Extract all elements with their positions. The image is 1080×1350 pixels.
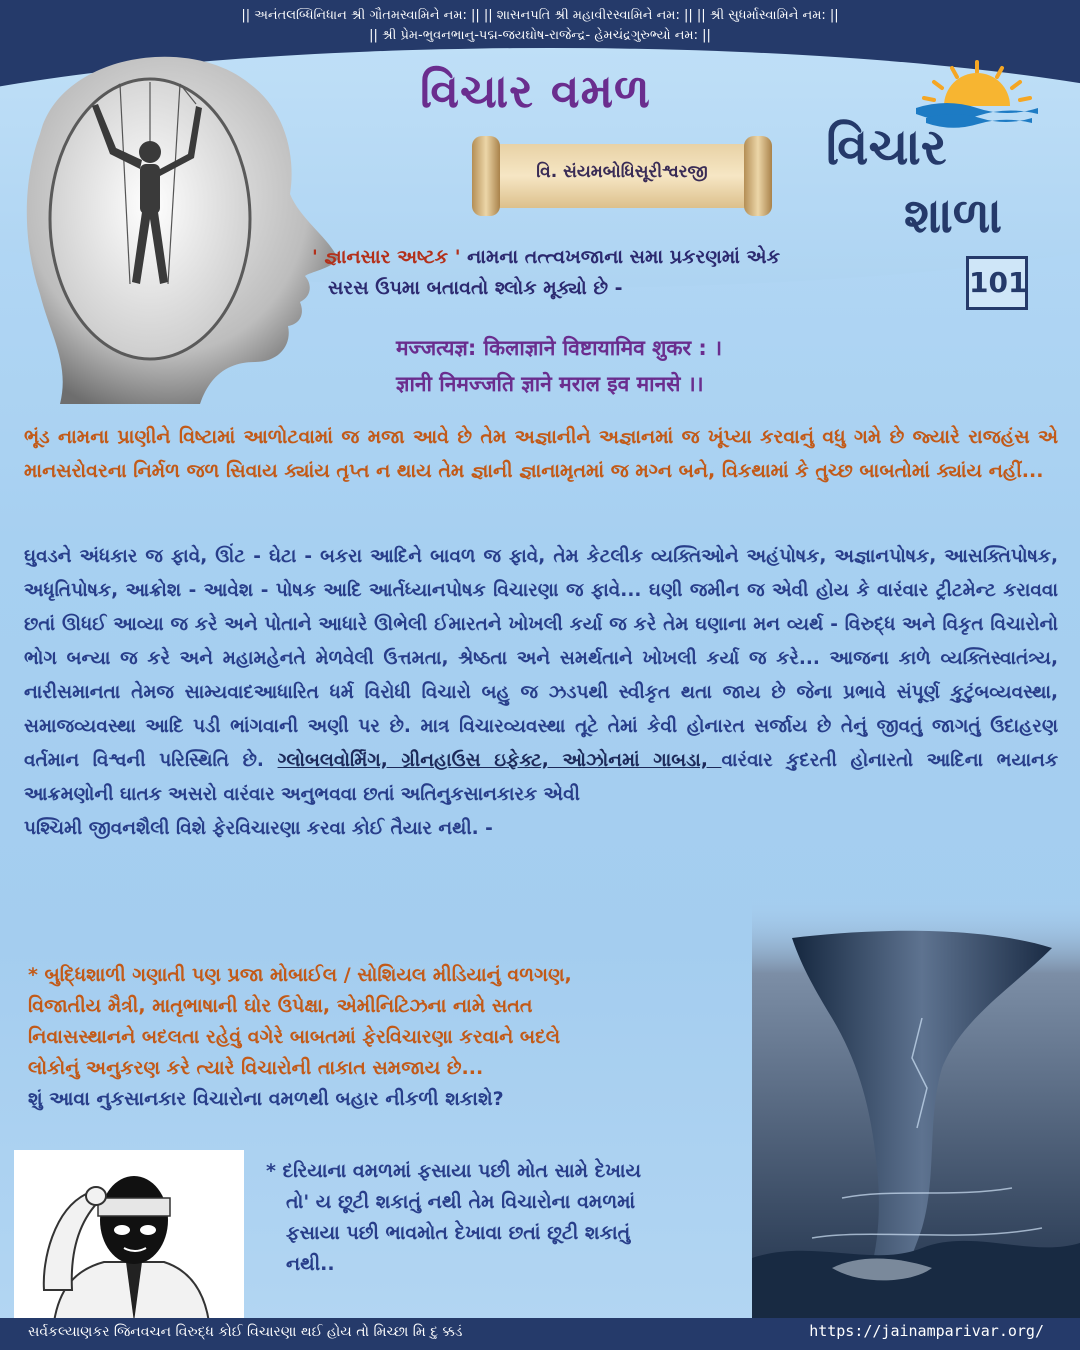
puppet-head-illustration: [0, 44, 390, 404]
shloka-line-2: ज्ञानी निमज्जति ज्ञाने मराल इव मानसे ।।: [396, 372, 704, 396]
paragraph-4-line-3: ફસાયા પછી ભાવમોત દેખાવા છતાં છૂટી શકાતું: [286, 1222, 631, 1244]
issue-number: 101: [966, 256, 1028, 310]
intro-text: [312, 242, 932, 304]
intro-line-1-rest: નામના તત્ત્વખજાના સમા પ્રકરણમાં એક: [460, 246, 780, 268]
shloka: [396, 330, 722, 402]
mantra-line-1: || અનંતલબ્ધિનિધાન શ્રી ગૌતમસ્વામિને નમ: || || શાસનપતિ શ્રી મહાવીરસ્વામિને નમ: || || શ્રી સુધર્માસ્વામિને નમ: ||: [241, 8, 839, 23]
footer-message: સર્વકલ્યાણકર જિનવચન વિરુદ્ધ કોઈ વિચારણા થઈ હોય તો મિચ્છા મિ દુ ક્કડં: [28, 1324, 463, 1340]
paragraph-3: [28, 960, 748, 1115]
paragraph-2-body: ઘુવડને અંધકાર જ ફાવે, ઊંટ - ઘેટા - બકરા આદિને બાવળ જ ફાવે, તેમ કેટલીક વ્યક્તિઓને અહંપોષક, અજ્ઞાનપોષક, આસક્તિપોષક, અધૃતિપોષક, આક્રોશ - આવેશ - પોષક આદિ આર્તધ્યાનપોષક વિચારણા જ ફાવે... ઘણી જમીન જ એવી હોય કે વારંવાર ટ્રીટમેન્ટ કરાવવા છતાં ઊધઈ આવ્યા જ કરે અને પોતાને આધારે ઊભેલી ઈમારતને ખોખલી કર્યા જ કરે તેમ ઘણાના મન વ્યર્થ - વિરુદ્ધ અને વિકૃત વિચારોનો ભોગ બન્યા જ કરે અને મહામહેનતે મેળવેલી ઉત્તમતા, શ્રેષ્ઠતા અને સમર્થતાને ખોખલી કર્યા જ કરે... આજના કાળે વ્યક્તિસ્વાતંત્ર્ય, નારીસમાનતા તેમજ સામ્યવાદઆધારિત ધર્મ વિરોધી વિચારો બહુ જ ઝડપથી સ્વીકૃત થતા જાય છે જેના પ્રભાવે સંપૂર્ણ કુટુંબવ્યવસ્થા, સમાજવ્યવસ્થા આદિ પડી ભાંગવાની અણી પર છે. માત્ર વિચારવ્યવસ્થા તૂટે તેમાં કેવી હોનારત સર્જાય છે તેનું જીવતું જાગતું ઉદાહરણ વર્તમાન વિશ્વની પરિસ્થિતિ છે.: [24, 546, 1058, 771]
book-title-highlight: ' જ્ઞાનસાર અષ્ટક ': [312, 246, 461, 268]
brand-line-2: શાળા: [904, 188, 1002, 244]
paragraph-3-line-5: શું આવા નુકસાનકાર વિચારોના વમળથી બહાર નીકળી શકાશે?: [28, 1088, 504, 1110]
blindfolded-man-illustration: [14, 1150, 244, 1322]
paragraph-3-line-3: નિવાસસ્થાનને બદલતા રહેવું વગેરે બાબતમાં ફેરવિચારણા કરવાને બદલે: [28, 1026, 561, 1048]
paragraph-4-line-4: નથી..: [286, 1253, 335, 1275]
paragraph-2: [24, 540, 1058, 846]
mantra-line-2: || શ્રી પ્રેમ-ભુવનભાનુ-પદ્મ-જયઘોષ-રાજેન્દ્ર- હેમચંદ્રગુરુભ્યો નમ: ||: [369, 28, 711, 43]
paragraph-4-line-1: * દરિયાના વમળમાં ફસાયા પછી મોત સામે દેખાય: [266, 1160, 642, 1182]
paragraph-2-underlined: ગ્લોબલવોર્મિંગ, ગ્રીનહાઉસ ઇફેક્ટ, ઓઝોનમાં ગાબડા,: [277, 750, 722, 771]
page-title: વિચાર વમળ: [420, 64, 651, 118]
paragraph-3-line-4: લોકોનું અનુકરણ કરે ત્યારે વિચારોની તાકાત સમજાય છે...: [28, 1057, 484, 1079]
paragraph-3-line-1: * બુદ્ધિશાળી ગણાતી પણ પ્રજા મોબાઈલ / સોશિયલ મીડિયાનું વળગણ,: [28, 964, 572, 986]
brand-line-1: વિચાર: [826, 118, 947, 176]
intro-line-1: [312, 242, 932, 273]
paragraph-2-after: વારંવાર કુદરતી હોનારતો આદિના ભયાનક આક્રમણોની ઘાતક અસરો વારંવાર અનુભવવા છતાં અતિનુકસાનકારક એવી: [24, 750, 1059, 805]
paragraph-1: ભૂંડ નામના પ્રાણીને વિષ્ટામાં આળોટવામાં જ મજા આવે છે તેમ અજ્ઞાનીને અજ્ઞાનમાં જ ખૂંપ્યા કરવાનું વધુ ગમે છે જ્યારે રાજહંસ એ માનસરોવરના નિર્મળ જળ સિવાય ક્યાંય તૃપ્ત ન થાય તેમ જ્ઞાની જ્ઞાનામૃતમાં જ મગ્ન બને, વિકથામાં કે તુચ્છ બાબતોમાં ક્યાંય નહીં...: [24, 426, 1058, 482]
shloka-line-1: मज्जत्यज्ञ: किलाज्ञाने विष्टायामिव शुकर : ।: [396, 336, 723, 360]
paragraph-3-line-2: વિજાતીય મૈત્રી, માતૃભાષાની ઘોર ઉપેક્ષા, એમીનિટિઝના નામે સતત: [28, 995, 533, 1017]
tornado-illustration: [752, 898, 1080, 1318]
author-name: વિ. સંયમબોધિસૂરીશ્વરજી: [536, 162, 708, 182]
author-scroll: [472, 136, 772, 216]
paragraph-4: [266, 1156, 736, 1280]
paragraph-2-last-line: પશ્ચિમી જીવનશૈલી વિશે ફેરવિચારણા કરવા કોઈ તૈયાર નથી. -: [24, 818, 493, 839]
intro-line-2: સરસ ઉપમા બતાવતો શ્લોક મૂક્યો છે -: [328, 277, 623, 299]
paragraph-4-line-2: તો' ય છૂટી શકાતું નથી તેમ વિચારોના વમળમાં: [286, 1191, 636, 1213]
footer-website-link[interactable]: https://jainamparivar.org/: [809, 1322, 1044, 1340]
